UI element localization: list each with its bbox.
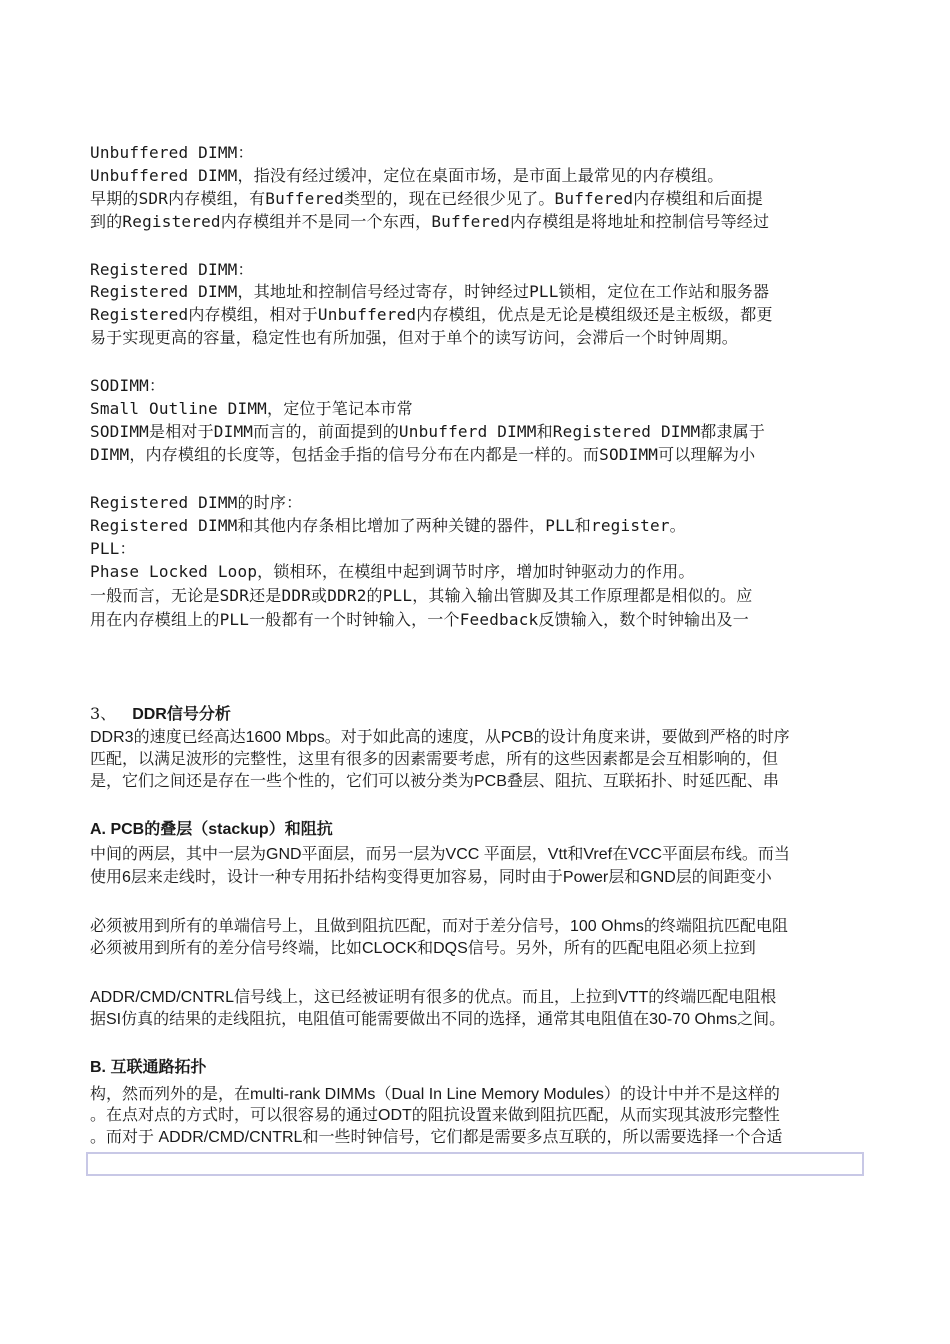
sodimm-line-1: Small Outline DIMM，定位于笔记本市常 [90,399,413,418]
topology-line-2: 。在点对点的方式时，可以很容易的通过ODT的阻抗设置来做到阻抗匹配，从而实现其波形完整性 [90,1107,780,1124]
topology-line-1: 构，然而列外的是，在multi-rank DIMMs（Dual In Line Memory Modules）的设计中并不是这样的 [90,1086,780,1103]
registered-title: Registered DIMM： [90,260,254,279]
empty-frame [86,1152,864,1176]
stackup-line-1: 中间的两层，其中一层为GND平面层，而另一层为VCC 平面层，Vtt和Vref在VCC平面层布线。而当 [90,846,790,863]
unbuffered-title: Unbuffered DIMM： [90,143,254,162]
ddr-line-1: DDR3的速度已经高达1600 Mbps。对于如此高的速度，从PCB的设计角度来讲，要做到严格的时序 [90,729,790,746]
sodimm-line-2: SODIMM是相对于DIMM而言的，前面提到的Unbufferd DIMM和Registered DIMM都隶属于 [90,422,766,441]
timing-line-1: Registered DIMM和其他内存条相比增加了两种关键的器件，PLL和register。 [90,516,686,535]
timing-title: Registered DIMM的时序： [90,493,303,512]
timing-line-5: 用在内存模组上的PLL一般都有一个时钟输入，一个Feedback反馈输入，数个时钟输出及一 [90,610,749,629]
unbuffered-line-1: Unbuffered DIMM，指没有经过缓冲，定位在桌面市场，是市面上最常见的内存模组。 [90,166,724,185]
registered-line-3: 易于实现更高的容量，稳定性也有所加强，但对于单个的读写访问，会滞后一个时钟周期。 [90,328,739,347]
stackup-para2-line-1: 必须被用到所有的单端信号上，且做到阻抗匹配，而对于差分信号，100 Ohms的终端阻抗匹配电阻 [90,918,788,935]
sodimm-line-3: DIMM，内存模组的长度等，包括金手指的信号分布在内都是一样的。而SODIMM可以理解为小 [90,445,756,464]
section-number: 3、 [90,704,117,723]
timing-line-3: Phase Locked Loop，锁相环，在模组中起到调节时序，增加时钟驱动力的作用。 [90,562,695,581]
section-title: DDR信号分析 [132,706,231,723]
topology-heading: B. 互联通路拓扑 [90,1059,207,1076]
stackup-heading: A. PCB的叠层（stackup）和阻抗 [90,821,333,838]
topology-line-3: 。而对于 ADDR/CMD/CNTRL和一些时钟信号，它们都是需要多点互联的，所以需要选择一个合适 [90,1129,783,1146]
timing-line-4: 一般而言，无论是SDR还是DDR或DDR2的PLL，其输入输出管脚及其工作原理都是相似的。应 [90,586,753,605]
unbuffered-line-3: 到的Registered内存模组并不是同一个东西，Buffered内存模组是将地址和控制信号等经过 [90,212,770,231]
section-heading [90,706,231,723]
stackup-para3-line-1: ADDR/CMD/CNTRL信号线上，这已经被证明有很多的优点。而且，上拉到VTT的终端匹配电阻根 [90,989,777,1006]
registered-line-1: Registered DIMM，其地址和控制信号经过寄存，时钟经过PLL锁相，定位在工作站和服务器 [90,282,770,301]
unbuffered-line-2: 早期的SDR内存模组，有Buffered类型的，现在已经很少见了。Buffered内存模组和后面提 [90,189,763,208]
ddr-line-2: 匹配，以满足波形的完整性，这里有很多的因素需要考虑，所有的这些因素都是会互相影响的，但 [90,751,779,768]
stackup-para3-line-2: 据SI仿真的结果的走线阻抗，电阻值可能需要做出不同的选择，通常其电阻值在30-70 Ohms之间。 [90,1011,786,1028]
stackup-line-2: 使用6层来走线时，设计一种专用拓扑结构变得更加容易，同时由于Power层和GND层的间距变小 [90,869,772,886]
sodimm-title: SODIMM： [90,376,166,395]
registered-line-2: Registered内存模组，相对于Unbuffered内存模组，优点是无论是模组级还是主板级，都更 [90,305,773,324]
stackup-para2-line-2: 必须被用到所有的差分信号终端，比如CLOCK和DQS信号。另外，所有的匹配电阻必须上拉到 [90,940,756,957]
ddr-line-3: 是，它们之间还是存在一些个性的，它们可以被分类为PCB叠层、阻抗、互联拓扑、时延匹配、串 [90,773,779,790]
timing-line-2: PLL： [90,539,136,558]
